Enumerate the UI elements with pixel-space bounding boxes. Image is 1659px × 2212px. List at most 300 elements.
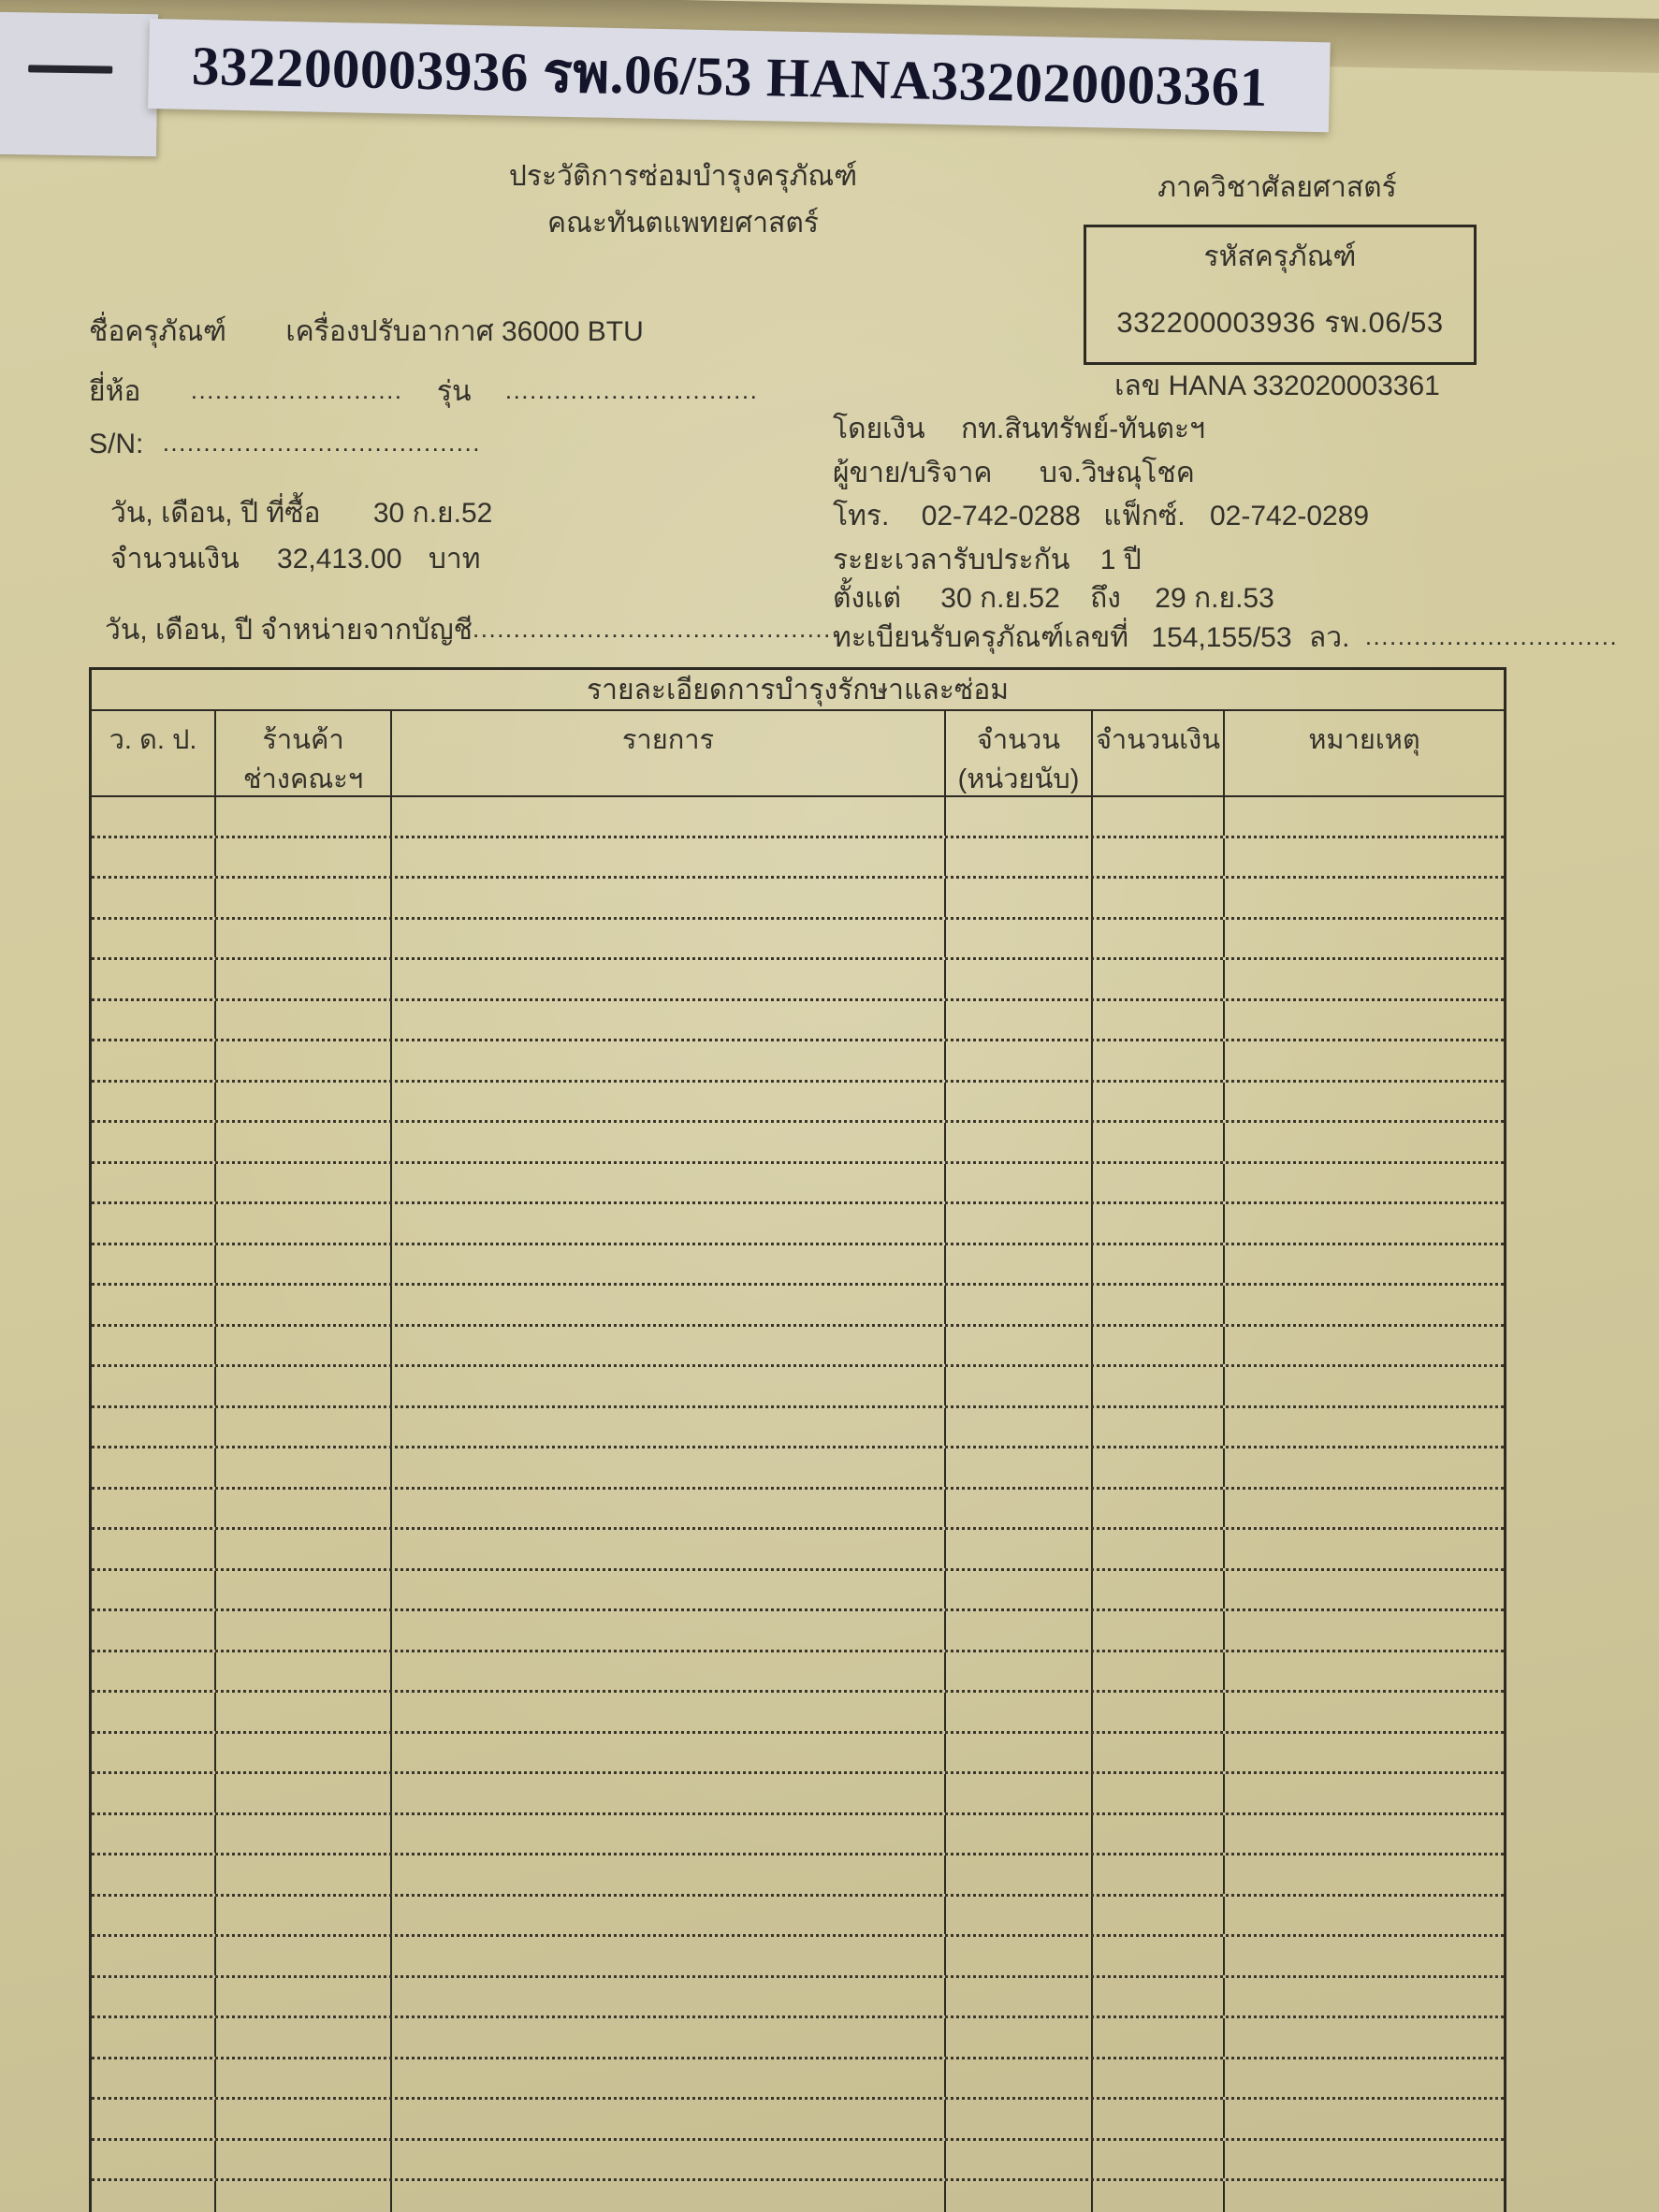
cell-item	[392, 2018, 946, 2057]
cell-remark	[1225, 960, 1504, 998]
vendor-label: ผู้ขาย/บริจาค	[833, 458, 993, 488]
cell-item	[392, 1083, 946, 1121]
cell-item	[392, 1286, 946, 1324]
serial-number-line	[89, 427, 481, 462]
cell-quantity	[946, 1083, 1093, 1121]
form-title-line1: ประวัติการซ่อมบำรุงครุภัณฑ์	[508, 161, 858, 192]
cell-quantity	[946, 1774, 1093, 1812]
cell-amount	[1093, 2181, 1225, 2212]
cell-shop	[216, 1327, 392, 1365]
cell-item	[392, 1897, 946, 1935]
cell-shop	[216, 1530, 392, 1568]
cell-shop	[216, 1448, 392, 1487]
cell-remark	[1225, 1327, 1504, 1365]
cell-shop	[216, 1571, 392, 1609]
amount-value: 32,413.00	[277, 544, 402, 575]
cell-remark	[1225, 1897, 1504, 1935]
cell-amount	[1093, 1734, 1225, 1772]
cell-date	[92, 1327, 216, 1365]
cell-date	[92, 1897, 216, 1935]
table-row	[92, 2141, 1504, 2182]
cell-shop	[216, 1693, 392, 1731]
table-row	[92, 2181, 1504, 2212]
cell-item	[392, 1367, 946, 1405]
cell-shop	[216, 2141, 392, 2179]
cell-amount	[1093, 1897, 1225, 1935]
table-row	[92, 1448, 1504, 1490]
asset-number-text: 332200003936 รพ.06/53 HANA332020003361	[191, 34, 1269, 118]
cell-quantity	[946, 1367, 1093, 1405]
cell-remark	[1225, 1001, 1504, 1040]
col-header-remark-line1: หมายเหตุ	[1308, 725, 1420, 755]
purchase-date-label: วัน, เดือน, ปี ที่ซื้อ	[110, 498, 321, 529]
table-row	[92, 2018, 1504, 2059]
cell-item	[392, 1978, 946, 2016]
cell-remark	[1225, 1530, 1504, 1568]
table-row	[92, 1571, 1504, 1612]
dash-mark	[28, 65, 112, 73]
cell-quantity	[946, 1937, 1093, 1975]
table-row	[92, 1652, 1504, 1694]
cell-amount	[1093, 1164, 1225, 1202]
cell-shop	[216, 2059, 392, 2098]
cell-shop	[216, 879, 392, 917]
cell-remark	[1225, 1041, 1504, 1080]
form-title-line2: คณะทันตแพทยศาสตร์	[546, 208, 820, 239]
table-row	[92, 1001, 1504, 1042]
cell-amount	[1093, 960, 1225, 998]
cell-amount	[1093, 838, 1225, 877]
cell-amount	[1093, 1123, 1225, 1161]
serial-number-label: S/N:	[89, 429, 144, 459]
table-row	[92, 1245, 1504, 1287]
col-header-remark	[1225, 711, 1504, 799]
cell-date	[92, 1123, 216, 1161]
cell-remark	[1225, 1734, 1504, 1772]
cell-quantity	[946, 1815, 1093, 1854]
table-row	[92, 2059, 1504, 2101]
cell-amount	[1093, 1490, 1225, 1528]
cell-amount	[1093, 1204, 1225, 1243]
table-title: รายละเอียดการบำรุงรักษาและซ่อม	[92, 670, 1504, 711]
cell-remark	[1225, 879, 1504, 917]
cell-remark	[1225, 1774, 1504, 1812]
cell-item	[392, 960, 946, 998]
cell-shop	[216, 1367, 392, 1405]
table-row	[92, 920, 1504, 961]
cell-quantity	[946, 1734, 1093, 1772]
cell-amount	[1093, 1815, 1225, 1854]
cell-date	[92, 1937, 216, 1975]
cell-amount	[1093, 1286, 1225, 1324]
col-header-shop	[216, 711, 392, 799]
cell-item	[392, 1204, 946, 1243]
purchase-date-line	[110, 496, 492, 531]
cell-item	[392, 2100, 946, 2138]
cell-quantity	[946, 1571, 1093, 1609]
cell-date	[92, 1448, 216, 1487]
cell-item	[392, 1693, 946, 1731]
table-row	[92, 838, 1504, 880]
cell-amount	[1093, 1774, 1225, 1812]
cell-shop	[216, 2018, 392, 2057]
cell-remark	[1225, 1245, 1504, 1284]
warranty-to-value: 29 ก.ย.53	[1155, 583, 1274, 614]
table-row	[92, 1367, 1504, 1408]
cell-date	[92, 838, 216, 877]
col-header-date-line1: ว. ด. ป.	[109, 725, 197, 755]
cell-quantity	[946, 1530, 1093, 1568]
vendor-value: บจ.วิษณุโชค	[1039, 458, 1195, 488]
cell-date	[92, 1245, 216, 1284]
table-row	[92, 1774, 1504, 1815]
cell-shop	[216, 1001, 392, 1040]
warranty-to-label: ถึง	[1090, 583, 1121, 614]
col-header-shop-line1: ร้านค้า	[262, 725, 344, 755]
cell-remark	[1225, 2018, 1504, 2057]
cell-quantity	[946, 2141, 1093, 2179]
disposal-blank-field: .............................................	[473, 615, 840, 643]
brand-model-line	[89, 374, 758, 410]
hana-number-line: เลข HANA 332020003361	[1114, 371, 1440, 401]
cell-quantity	[946, 920, 1093, 958]
cell-remark	[1225, 1490, 1504, 1528]
cell-date	[92, 1083, 216, 1121]
cell-item	[392, 1571, 946, 1609]
phone-label: โทร.	[833, 501, 890, 531]
col-header-item-line1: รายการ	[621, 725, 715, 755]
cell-quantity	[946, 1204, 1093, 1243]
warranty-value: 1 ปี	[1099, 545, 1142, 575]
cell-date	[92, 1693, 216, 1731]
cell-quantity	[946, 1652, 1093, 1691]
serial-number-blank-field: .......................................	[162, 429, 481, 457]
cell-date	[92, 2059, 216, 2098]
cell-item	[392, 1001, 946, 1040]
warranty-label: ระยะเวลารับประกัน	[833, 545, 1070, 575]
cell-quantity	[946, 1286, 1093, 1324]
cell-amount	[1093, 1978, 1225, 2016]
cell-date	[92, 2100, 216, 2138]
cell-remark	[1225, 1367, 1504, 1405]
disposal-line	[105, 613, 840, 648]
cell-remark	[1225, 1571, 1504, 1609]
table-row	[92, 1327, 1504, 1368]
cell-date	[92, 1204, 216, 1243]
col-header-amount	[1093, 711, 1225, 799]
cell-shop	[216, 1083, 392, 1121]
cell-item	[392, 1245, 946, 1284]
cell-date	[92, 1652, 216, 1691]
table-row	[92, 1490, 1504, 1531]
cell-remark	[1225, 1204, 1504, 1243]
cell-quantity	[946, 1001, 1093, 1040]
cell-date	[92, 1978, 216, 2016]
cell-shop	[216, 960, 392, 998]
cell-quantity	[946, 879, 1093, 917]
amount-line	[110, 542, 481, 577]
cell-shop	[216, 2181, 392, 2212]
warranty-from-value: 30 ก.ย.52	[940, 583, 1060, 614]
table-row	[92, 1897, 1504, 1938]
cell-shop	[216, 1652, 392, 1691]
cell-remark	[1225, 1286, 1504, 1324]
register-date-label: ลว.	[1308, 622, 1350, 653]
table-row	[92, 1204, 1504, 1245]
cell-shop	[216, 1245, 392, 1284]
maintenance-table	[89, 667, 1506, 2212]
cell-quantity	[946, 2100, 1093, 2138]
cell-shop	[216, 1774, 392, 1812]
cell-amount	[1093, 1001, 1225, 1040]
cell-amount	[1093, 1367, 1225, 1405]
cell-quantity	[946, 1123, 1093, 1161]
cell-remark	[1225, 2100, 1504, 2138]
cell-item	[392, 1530, 946, 1568]
cell-shop	[216, 920, 392, 958]
fax-label: แฟ็กซ์.	[1103, 501, 1186, 531]
fax-value: 02-742-0289	[1209, 501, 1370, 531]
cell-date	[92, 1855, 216, 1894]
table-row	[92, 1611, 1504, 1652]
cell-date	[92, 879, 216, 917]
cell-amount	[1093, 1611, 1225, 1650]
col-header-amount-line1: จำนวนเงิน	[1095, 725, 1221, 755]
department-name: ภาควิชาศัลยศาสตร์	[1157, 172, 1397, 203]
cell-shop	[216, 1041, 392, 1080]
cell-amount	[1093, 1530, 1225, 1568]
cell-date	[92, 1774, 216, 1812]
table-row	[92, 879, 1504, 920]
asset-name-value: เครื่องปรับอากาศ 36000 BTU	[285, 316, 644, 347]
phone-value: 02-742-0288	[921, 501, 1081, 531]
cell-quantity	[946, 1448, 1093, 1487]
asset-name-label: ชื่อครุภัณฑ์	[89, 316, 227, 347]
col-header-quantity	[946, 711, 1093, 799]
cell-remark	[1225, 1083, 1504, 1121]
cell-amount	[1093, 1855, 1225, 1894]
col-header-quantity-line1: จำนวน	[976, 725, 1061, 755]
cell-amount	[1093, 2059, 1225, 2098]
cell-item	[392, 1448, 946, 1487]
cell-shop	[216, 797, 392, 836]
cell-date	[92, 920, 216, 958]
cell-item	[392, 2141, 946, 2179]
cell-date	[92, 797, 216, 836]
cell-remark	[1225, 2141, 1504, 2179]
cell-remark	[1225, 797, 1504, 836]
cell-shop	[216, 1815, 392, 1854]
cell-quantity	[946, 1164, 1093, 1202]
cell-shop	[216, 1164, 392, 1202]
table-row	[92, 1937, 1504, 1978]
fund-value: กท.สินทรัพย์-ทันตะฯ	[960, 414, 1205, 444]
cell-date	[92, 1367, 216, 1405]
cell-amount	[1093, 1408, 1225, 1447]
vendor-line	[833, 456, 1195, 491]
cell-item	[392, 1734, 946, 1772]
cell-remark	[1225, 838, 1504, 877]
register-value: 154,155/53	[1151, 622, 1292, 653]
warranty-line	[833, 543, 1142, 578]
register-label: ทะเบียนรับครุภัณฑ์เลขที่	[833, 622, 1129, 653]
table-row	[92, 1530, 1504, 1571]
cell-amount	[1093, 1937, 1225, 1975]
cell-amount	[1093, 1327, 1225, 1365]
cell-quantity	[946, 797, 1093, 836]
cell-quantity	[946, 1978, 1093, 2016]
cell-quantity	[946, 1855, 1093, 1894]
cell-amount	[1093, 1245, 1225, 1284]
cell-item	[392, 1164, 946, 1202]
cell-remark	[1225, 1978, 1504, 2016]
cell-remark	[1225, 920, 1504, 958]
table-row	[92, 1734, 1504, 1775]
cell-item	[392, 1774, 946, 1812]
table-row	[92, 1123, 1504, 1164]
left-corner-sticker	[0, 12, 158, 157]
table-row	[92, 1286, 1504, 1327]
cell-item	[392, 879, 946, 917]
register-date-blank-field: ...............................	[1364, 622, 1619, 650]
cell-date	[92, 1571, 216, 1609]
phone-fax-line	[833, 499, 1369, 534]
amount-label: จำนวนเงิน	[110, 544, 240, 575]
cell-amount	[1093, 1652, 1225, 1691]
asset-name-line	[89, 314, 644, 350]
cell-shop	[216, 1286, 392, 1324]
cell-remark	[1225, 1652, 1504, 1691]
cell-item	[392, 2181, 946, 2212]
table-row	[92, 960, 1504, 1001]
cell-quantity	[946, 1897, 1093, 1935]
cell-item	[392, 797, 946, 836]
cell-amount	[1093, 879, 1225, 917]
cell-shop	[216, 1897, 392, 1935]
cell-date	[92, 2018, 216, 2057]
table-row	[92, 1855, 1504, 1897]
cell-date	[92, 1815, 216, 1854]
cell-item	[392, 920, 946, 958]
cell-item	[392, 1408, 946, 1447]
cell-date	[92, 2181, 216, 2212]
cell-amount	[1093, 2141, 1225, 2179]
cell-date	[92, 1041, 216, 1080]
cell-quantity	[946, 960, 1093, 998]
cell-quantity	[946, 1490, 1093, 1528]
cell-shop	[216, 1204, 392, 1243]
cell-remark	[1225, 1611, 1504, 1650]
table-header-row	[92, 711, 1504, 797]
cell-item	[392, 1490, 946, 1528]
cell-remark	[1225, 2181, 1504, 2212]
cell-remark	[1225, 1937, 1504, 1975]
cell-remark	[1225, 1123, 1504, 1161]
table-row	[92, 1408, 1504, 1449]
cell-item	[392, 838, 946, 877]
cell-quantity	[946, 2018, 1093, 2057]
cell-date	[92, 960, 216, 998]
purchase-date-value: 30 ก.ย.52	[372, 498, 493, 529]
cell-shop	[216, 1123, 392, 1161]
cell-item	[392, 1611, 946, 1650]
asset-code-box-value: 332200003936 รพ.06/53	[1116, 306, 1444, 339]
cell-amount	[1093, 1448, 1225, 1487]
table-row	[92, 1041, 1504, 1083]
col-header-date	[92, 711, 216, 799]
cell-item	[392, 1041, 946, 1080]
col-header-item	[392, 711, 946, 799]
cell-item	[392, 2059, 946, 2098]
cell-remark	[1225, 1693, 1504, 1731]
cell-amount	[1093, 920, 1225, 958]
cell-quantity	[946, 1611, 1093, 1650]
cell-quantity	[946, 838, 1093, 877]
cell-item	[392, 1327, 946, 1365]
register-line	[833, 620, 1618, 656]
cell-shop	[216, 1408, 392, 1447]
cell-shop	[216, 1734, 392, 1772]
cell-remark	[1225, 1408, 1504, 1447]
cell-amount	[1093, 2018, 1225, 2057]
table-row	[92, 1083, 1504, 1124]
table-row	[92, 1164, 1504, 1205]
col-header-quantity-line2: (หน่วยนับ)	[957, 764, 1080, 795]
cell-item	[392, 1652, 946, 1691]
cell-shop	[216, 1855, 392, 1894]
table-row	[92, 797, 1504, 838]
cell-shop	[216, 1937, 392, 1975]
cell-remark	[1225, 1448, 1504, 1487]
cell-date	[92, 1408, 216, 1447]
cell-quantity	[946, 1408, 1093, 1447]
cell-shop	[216, 1490, 392, 1528]
cell-remark	[1225, 1855, 1504, 1894]
cell-item	[392, 1855, 946, 1894]
cell-date	[92, 1286, 216, 1324]
cell-date	[92, 1164, 216, 1202]
cell-remark	[1225, 2059, 1504, 2098]
cell-date	[92, 1001, 216, 1040]
fund-label: โดยเงิน	[833, 414, 925, 444]
cell-date	[92, 1611, 216, 1650]
cell-amount	[1093, 1693, 1225, 1731]
cell-date	[92, 1530, 216, 1568]
table-row	[92, 1815, 1504, 1856]
cell-quantity	[946, 2059, 1093, 2098]
brand-blank-field: ..........................	[190, 376, 403, 404]
asset-code-box-label: รหัสครุภัณฑ์	[1203, 241, 1357, 272]
cell-quantity	[946, 1041, 1093, 1080]
brand-label: ยี่ห้อ	[89, 376, 141, 407]
table-row	[92, 1693, 1504, 1734]
cell-remark	[1225, 1815, 1504, 1854]
asset-code-box	[1084, 225, 1477, 365]
cell-amount	[1093, 2100, 1225, 2138]
cell-date	[92, 1734, 216, 1772]
cell-amount	[1093, 1571, 1225, 1609]
fund-line	[833, 412, 1205, 447]
model-label: รุ่น	[436, 376, 472, 407]
cell-shop	[216, 1978, 392, 2016]
cell-quantity	[946, 1327, 1093, 1365]
model-blank-field: ...............................	[504, 376, 759, 404]
warranty-from-label: ตั้งแต่	[833, 583, 901, 614]
cell-date	[92, 2141, 216, 2179]
disposal-label: วัน, เดือน, ปี จำหน่ายจากบัญชี	[105, 615, 473, 646]
cell-item	[392, 1815, 946, 1854]
cell-item	[392, 1937, 946, 1975]
